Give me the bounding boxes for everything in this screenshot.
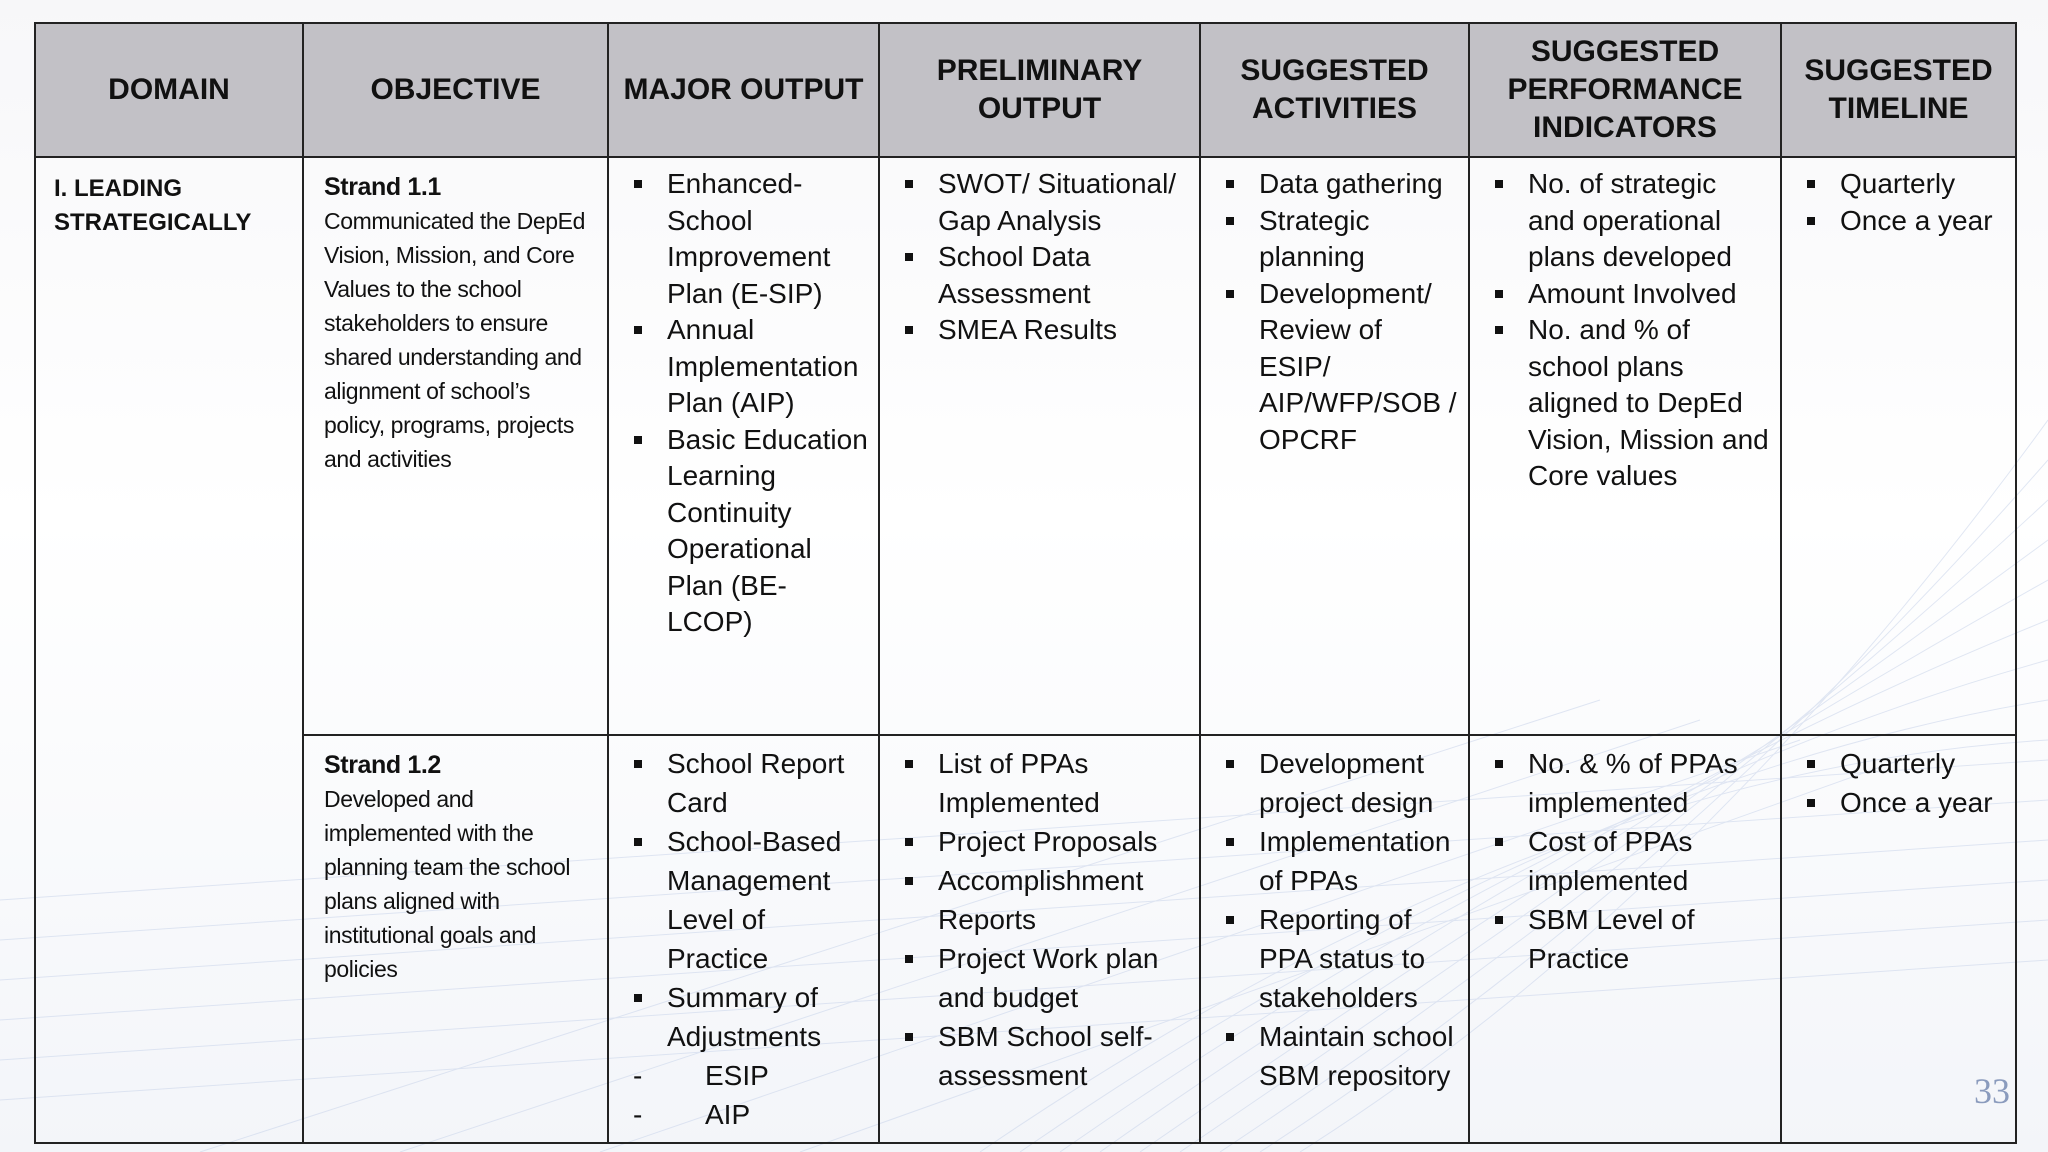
list-item: SWOT/ Situational/ Gap Analysis [890,166,1189,239]
objective-cell [303,157,608,735]
sub-list-item [619,1095,868,1134]
strand-title: Strand 1.1 [324,173,441,201]
list-item: SBM School self-assessment [890,1017,1189,1095]
dash-marker: - [633,1099,643,1130]
strand-title: Strand 1.2 [324,751,441,779]
header-major-output-line: MAJOR OUTPUT [623,73,864,106]
header-suggested-timeline-line-1: SUGGESTED [1804,54,1993,87]
strategic-plan-table [34,22,2017,1144]
domain-line-2: STRATEGICALLY [54,209,252,236]
header-suggested-indicators-line-3: INDICATORS [1533,111,1717,144]
list-item: Enhanced- School Improvement Plan (E-SIP) [619,166,868,312]
list-item: Once a year [1792,203,2005,240]
header-suggested-indicators-line-2: PERFORMANCE [1507,73,1743,106]
header-major-output [608,23,879,157]
list-item: Annual Implementation Plan (AIP) [619,312,868,422]
sub-list-item [619,1056,868,1095]
domain-line-1: I. LEADING [54,175,183,202]
list-item: Project Proposals [890,822,1189,861]
timeline-cell [1781,157,2016,735]
header-suggested-indicators [1469,23,1781,157]
objective-cell [303,735,608,1143]
preliminary-output-cell [879,157,1200,735]
table-row [35,157,2016,735]
list-item: No. & % of PPAs implemented [1480,744,1770,822]
objective-text: Developed and implemented with the planning team the school plans aligned with institutional goals and policies [324,786,571,982]
list-item: No. of strategic and operational plans developed [1480,166,1770,276]
header-domain-line: DOMAIN [108,73,230,106]
list-item: Quarterly [1792,166,2005,203]
header-preliminary-output-line-2: OUTPUT [977,92,1102,125]
indicators-cell [1469,735,1781,1143]
list-item: Summary of Adjustments [619,978,868,1056]
list-item: School-Based Management Level of Practice [619,822,868,978]
header-suggested-timeline [1781,23,2016,157]
list-item: Project Work plan and budget [890,939,1189,1017]
list-item: Cost of PPAs implemented [1480,822,1770,900]
header-objective [303,23,608,157]
major-output-cell [608,735,879,1143]
list-item: Development project design [1211,744,1458,822]
header-preliminary-output-line-1: PRELIMINARY [936,54,1143,87]
list-item: SMEA Results [890,312,1189,349]
list-item: List of PPAs Implemented [890,744,1189,822]
dash-marker: - [633,1060,643,1091]
list-item: Accomplishment Reports [890,861,1189,939]
header-domain [35,23,303,157]
list-item: School Report Card [619,744,868,822]
page-number: 33 [1974,1071,2010,1111]
list-item: Amount Involved [1480,276,1770,313]
list-item: Implementation of PPAs [1211,822,1458,900]
list-item: Development/ Review of ESIP/ AIP/WFP/SOB / OPCRF [1211,276,1458,459]
header-suggested-activities [1200,23,1469,157]
domain-cell [35,157,303,1143]
list-item: Maintain school SBM repository [1211,1017,1458,1095]
table-row [35,735,2016,1143]
header-suggested-activities-line-2: ACTIVITIES [1251,92,1417,125]
list-item: No. and % of school plans aligned to DepEd Vision, Mission and Core values [1480,312,1770,495]
list-item: School Data Assessment [890,239,1189,312]
list-item: SBM Level of Practice [1480,900,1770,978]
objective-text: Communicated the DepEd Vision, Mission, and Core Values to the school stakeholders to ensure shared understanding and alignment of school’s policy, programs, projects and activities [324,208,585,472]
list-item: Strategic planning [1211,203,1458,276]
list-item: Quarterly [1792,744,2005,783]
list-item: Data gathering [1211,166,1458,203]
indicators-cell [1469,157,1781,735]
header-suggested-activities-line-1: SUGGESTED [1240,54,1429,87]
header-suggested-indicators-line-1: SUGGESTED [1530,35,1720,68]
preliminary-output-cell [879,735,1200,1143]
activities-cell [1200,157,1469,735]
activities-cell [1200,735,1469,1143]
sub-list-item-label: AIP [705,1099,751,1130]
list-item: Reporting of PPA status to stakeholders [1211,900,1458,1017]
header-objective-line: OBJECTIVE [370,73,541,106]
list-item: Basic Education Learning Continuity Operational Plan (BE-LCOP) [619,422,868,641]
header-row [35,23,2016,157]
sub-list-item-label: ESIP [705,1060,769,1091]
major-output-cell [608,157,879,735]
header-preliminary-output [879,23,1200,157]
header-suggested-timeline-line-2: TIMELINE [1828,92,1969,125]
list-item: Once a year [1792,783,2005,822]
